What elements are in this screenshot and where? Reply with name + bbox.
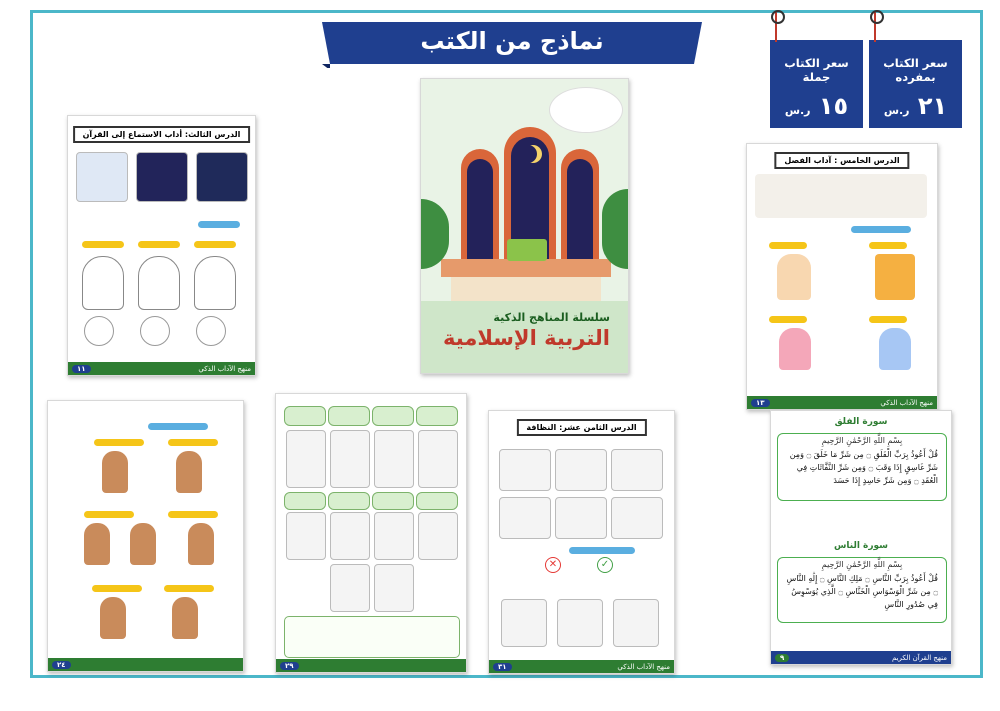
hygiene-illustration <box>611 497 663 539</box>
leaf-decoration-icon <box>602 189 628 269</box>
sura-box: بِسْمِ اللَّهِ الرَّحْمَٰنِ الرَّحِيمِ قُلْ أَعُوذُ بِرَبِّ النَّاسِ ۝ مَلِكِ النَّاسِ ۝ إِلَٰهِ النَّاسِ ۝ مِن شَرِّ الْوَسْوَاسِ الْخَنَّاسِ ۝ الَّذِي يُوَسْوِسُ فِي صُدُورِ النَّاسِ <box>777 557 947 623</box>
quran-stand-icon <box>507 239 547 261</box>
page-footer: منهج الآداب الذكي ١٣ <box>747 396 937 409</box>
child-figure-icon <box>875 254 915 300</box>
child-figure-icon <box>102 451 128 493</box>
dialogue-illustration <box>755 174 927 218</box>
sura-verses: قُلْ أَعُوذُ بِرَبِّ النَّاسِ ۝ مَلِكِ النَّاسِ ۝ إِلَٰهِ النَّاسِ ۝ مِن شَرِّ الْوَسْوَاسِ الْخَنَّاسِ ۝ الَّذِي يُوَسْوِسُ فِي صُدُورِ النَّاسِ <box>786 574 938 609</box>
prayer-step-illustration <box>286 512 326 560</box>
hygiene-illustration <box>499 497 551 539</box>
price-tag-single <box>869 40 962 128</box>
illustration-icon <box>196 152 248 202</box>
child-figure-icon <box>777 254 811 300</box>
sura-verses: قُلْ أَعُوذُ بِرَبِّ الْفَلَقِ ۝ مِن شَرِّ مَا خَلَقَ ۝ وَمِن شَرِّ غَاسِقٍ إِذَا وَقَبَ ۝ وَمِن شَرِّ النَّفَّاثَاتِ فِي الْعُقَدِ ۝ وَمِن شَرِّ حَاسِدٍ إِذَا حَسَدَ <box>789 450 938 485</box>
page-footer: منهج القرآن الكريم ٩ <box>771 651 951 664</box>
child-figure-icon <box>172 597 198 639</box>
hygiene-illustration <box>611 449 663 491</box>
publisher-logo <box>549 87 623 133</box>
sample-page-wudu <box>47 400 244 672</box>
lesson-title: الدرس الثامن عشر: النظافة <box>516 419 646 436</box>
sample-page-prayer <box>275 393 467 673</box>
cover-series-name: سلسلة المناهج الذكية <box>493 311 610 324</box>
book-cover <box>420 78 629 374</box>
wrong-icon: ✕ <box>545 557 561 573</box>
correct-icon: ✓ <box>597 557 613 573</box>
prayer-step-illustration <box>418 430 458 488</box>
price-tag-wholesale <box>770 40 863 128</box>
tag-pin-icon <box>874 12 886 42</box>
prayer-step-illustration <box>374 512 414 560</box>
coloring-figure-icon <box>82 256 124 310</box>
lesson-title: الدرس الثالث: أداب الاستماع إلى القرآن <box>73 126 251 143</box>
crescent-icon <box>519 145 537 163</box>
sample-page-classroom <box>746 143 938 410</box>
sample-page-cleanliness <box>488 410 675 674</box>
price-wholesale-value: ١٥ ر.س <box>784 92 849 120</box>
child-figure-icon <box>879 328 911 370</box>
coloring-figure-icon <box>138 256 180 310</box>
child-figure-icon <box>176 451 202 493</box>
hygiene-illustration <box>557 599 603 647</box>
prayer-step-illustration <box>330 564 370 612</box>
sura-title: سورة الناس <box>833 541 889 551</box>
price-wholesale-label: سعر الكتاب جملة <box>784 56 849 84</box>
hygiene-illustration <box>499 449 551 491</box>
price-single-value: ٢١ ر.س <box>883 92 948 120</box>
child-figure-icon <box>188 523 214 565</box>
coloring-figure-icon <box>194 256 236 310</box>
prayer-step-illustration <box>286 430 326 488</box>
sura-box: بِسْمِ اللَّهِ الرَّحْمَٰنِ الرَّحِيمِ قُلْ أَعُوذُ بِرَبِّ الْفَلَقِ ۝ مِن شَرِّ مَا خَلَقَ ۝ وَمِن شَرِّ غَاسِقٍ إِذَا وَقَبَ ۝ وَمِن شَرِّ النَّفَّاثَاتِ فِي الْعُقَدِ ۝ وَمِن شَرِّ حَاسِدٍ إِذَا حَسَدَ <box>777 433 947 501</box>
title-banner <box>322 18 702 68</box>
tag-pin-icon <box>775 12 787 42</box>
prayer-step-illustration <box>330 430 370 488</box>
banner-title: نماذج من الكتب <box>420 27 604 55</box>
hygiene-illustration <box>555 449 607 491</box>
page-footer: منهج الآداب الذكي ١١ <box>68 362 255 375</box>
child-figure-icon <box>130 523 156 565</box>
illustration-icon <box>76 152 128 202</box>
child-figure-icon <box>84 523 110 565</box>
illustration-icon <box>136 152 188 202</box>
child-figure-icon <box>100 597 126 639</box>
page-footer: منهج الآداب الذكي ٣١ <box>489 660 674 673</box>
hygiene-illustration <box>555 497 607 539</box>
page-footer: ٢٩ <box>276 659 466 672</box>
tashahhud-text-box <box>284 616 460 658</box>
price-single-label: سعر الكتاب بمفرده <box>883 56 948 84</box>
prayer-step-illustration <box>374 430 414 488</box>
cover-book-title: التربية الإسلامية <box>443 326 610 350</box>
hygiene-illustration <box>501 599 547 647</box>
prayer-step-illustration <box>418 512 458 560</box>
child-figure-icon <box>779 328 811 370</box>
cover-illustration <box>421 79 628 301</box>
sura-title: سورة الفلق <box>834 417 888 427</box>
hygiene-illustration <box>613 599 659 647</box>
prayer-step-illustration <box>374 564 414 612</box>
sample-page-quran <box>770 410 952 665</box>
lesson-title: الدرس الخامس : آداب الفصل <box>774 152 909 169</box>
prayer-step-illustration <box>330 512 370 560</box>
page-footer: ٢٤ <box>48 658 243 671</box>
sample-page-listening <box>67 115 256 376</box>
